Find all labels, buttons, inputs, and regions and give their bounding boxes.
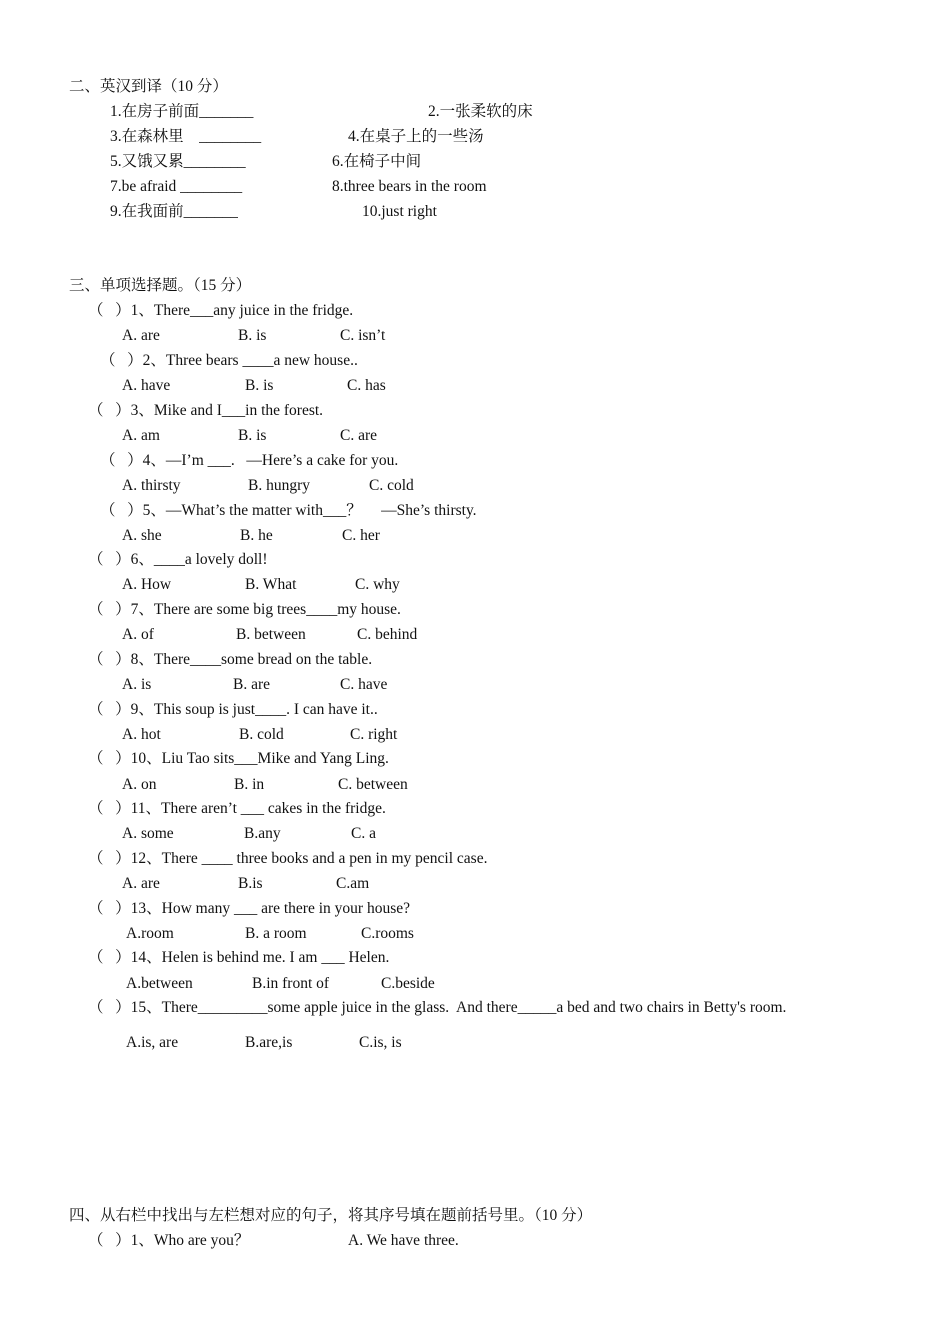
q1-stem: （ ）1、There___any juice in the fridge.	[88, 302, 354, 319]
section3-title: 三、单项选择题。（15 分）	[69, 277, 252, 294]
q3-stem: （ ）3、Mike and I___in the forest.	[88, 402, 324, 419]
q14-stem: （ ）14、Helen is behind me. I am ___ Helen.	[88, 949, 390, 966]
s2-item-7: 7.be afraid ________	[110, 178, 243, 195]
q9-stem: （ ）9、This soup is just____. I can have it..	[88, 701, 378, 718]
q13-stem: （ ）13、How many ___ are there in your house?	[88, 900, 410, 917]
q10-opt-c: C. between	[338, 776, 408, 793]
q12-opt-a: A. are	[122, 875, 160, 892]
q1-opt-b: B. is	[238, 327, 267, 344]
q9-opt-b: B. cold	[239, 726, 284, 743]
q2-opt-c: C. has	[347, 377, 386, 394]
q3-opt-b: B. is	[238, 427, 267, 444]
q13-opt-c: C.rooms	[361, 925, 414, 942]
section2-title: 二、英汉到译（10 分）	[69, 78, 228, 95]
q11-opt-b: B.any	[244, 825, 281, 842]
q3-opt-a: A. am	[122, 427, 160, 444]
q15-opt-b: B.are,is	[245, 1034, 293, 1051]
q12-opt-c: C.am	[336, 875, 370, 892]
q13-opt-a: A.room	[126, 925, 174, 942]
q5-opt-c: C. her	[342, 527, 380, 544]
s2-item-5: 5.又饿又累________	[110, 153, 246, 170]
s2-item-3: 3.在森林里 ________	[110, 128, 262, 145]
s4-answer-a: A. We have three.	[348, 1232, 459, 1249]
q9-opt-c: C. right	[350, 726, 398, 743]
q4-opt-a: A. thirsty	[122, 477, 181, 494]
q15-opt-c: C.is, is	[359, 1034, 402, 1051]
s2-item-6: 6.在椅子中间	[332, 153, 422, 170]
q2-opt-b: B. is	[245, 377, 274, 394]
q7-opt-c: C. behind	[357, 626, 418, 643]
q14-opt-c: C.beside	[381, 975, 435, 992]
q10-stem: （ ）10、Liu Tao sits___Mike and Yang Ling.	[88, 750, 389, 767]
q6-opt-b: B. What	[245, 576, 297, 593]
q12-opt-b: B.is	[238, 875, 263, 892]
s2-item-8: 8.three bears in the room	[332, 178, 487, 195]
q2-opt-a: A. have	[122, 377, 171, 394]
q8-opt-b: B. are	[233, 676, 271, 693]
q13-opt-b: B. a room	[245, 925, 307, 942]
s2-item-1: 1.在房子前面_______	[110, 103, 254, 120]
s4-q1: （ ）1、Who are you？	[88, 1232, 250, 1249]
q5-opt-a: A. she	[122, 527, 162, 544]
q11-stem: （ ）11、There aren’t ___ cakes in the fridge.	[88, 800, 386, 817]
s2-item-10: 10.just right	[362, 203, 437, 220]
q8-opt-a: A. is	[122, 676, 152, 693]
q6-stem: （ ）6、____a lovely doll!	[88, 551, 268, 568]
q7-opt-a: A. of	[122, 626, 154, 643]
q4-opt-b: B. hungry	[248, 477, 310, 494]
q10-opt-b: B. in	[234, 776, 265, 793]
q11-opt-a: A. some	[122, 825, 174, 842]
q5-stem: （ ）5、—What’s the matter with___？ —She’s thirsty.	[100, 502, 477, 519]
q6-opt-a: A. How	[122, 576, 172, 593]
q8-stem: （ ）8、There____some bread on the table.	[88, 651, 373, 668]
q10-opt-a: A. on	[122, 776, 157, 793]
q2-stem: （ ）2、Three bears ____a new house..	[100, 352, 358, 369]
q4-stem: （ ）4、—I’m ___. —Here’s a cake for you.	[100, 452, 399, 469]
s2-item-9: 9.在我面前_______	[110, 203, 238, 220]
q15-opt-a: A.is, are	[126, 1034, 179, 1051]
q11-opt-c: C. a	[351, 825, 376, 842]
q6-opt-c: C. why	[355, 576, 400, 593]
q1-opt-c: C. isn’t	[340, 327, 386, 344]
q1-opt-a: A. are	[122, 327, 160, 344]
q14-opt-a: A.between	[126, 975, 193, 992]
q7-stem: （ ）7、There are some big trees____my house.	[88, 601, 401, 618]
q4-opt-c: C. cold	[369, 477, 414, 494]
q14-opt-b: B.in front of	[252, 975, 330, 992]
q5-opt-b: B. he	[240, 527, 273, 544]
q9-opt-a: A. hot	[122, 726, 161, 743]
q15-stem: （ ）15、There_________some apple juice in the glass. And there_____a bed and two chairs in Betty's room.	[88, 999, 787, 1016]
q12-stem: （ ）12、There ____ three books and a pen in my pencil case.	[88, 850, 488, 867]
q8-opt-c: C. have	[340, 676, 388, 693]
s2-item-2: 2.一张柔软的床	[428, 103, 533, 120]
q7-opt-b: B. between	[236, 626, 306, 643]
q3-opt-c: C. are	[340, 427, 378, 444]
section4-title: 四、从右栏中找出与左栏想对应的句子，将其序号填在题前括号里。（10 分）	[69, 1207, 593, 1224]
s2-item-4: 4.在桌子上的一些汤	[348, 128, 484, 145]
